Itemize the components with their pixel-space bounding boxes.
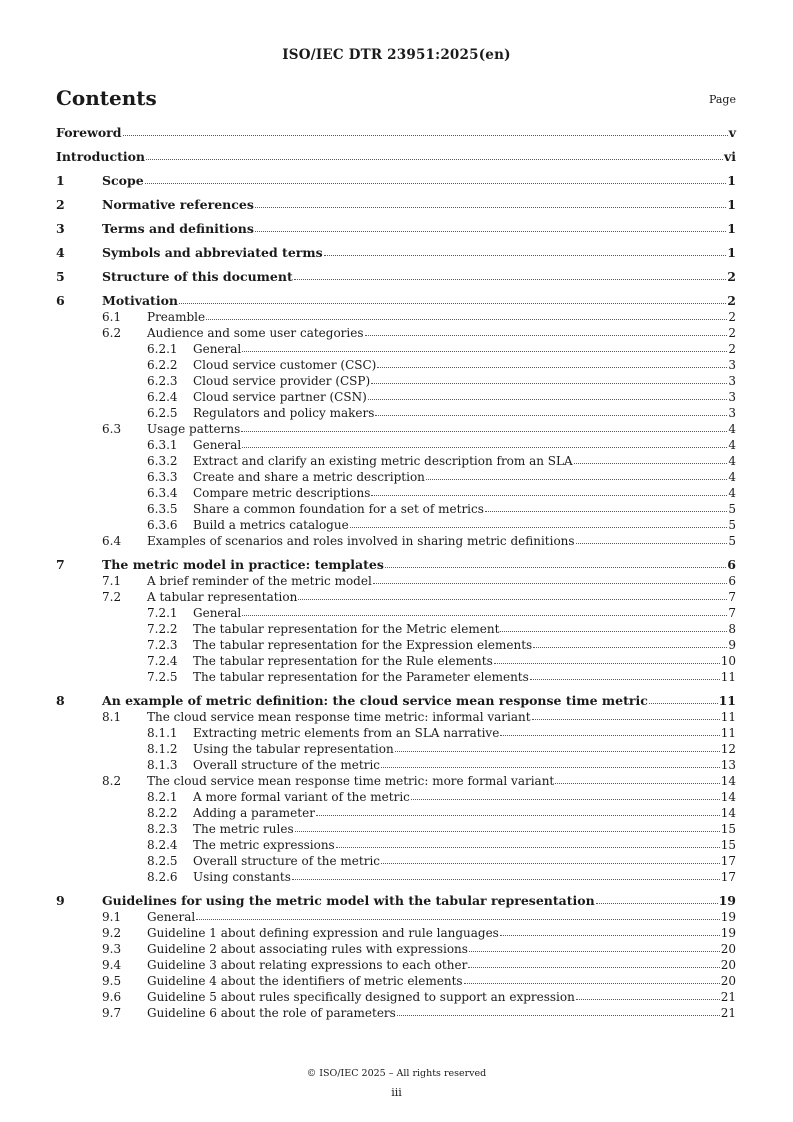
toc-entry-number: 9.4 (102, 958, 122, 972)
toc-entry[interactable] (56, 893, 736, 909)
toc-entry[interactable] (56, 805, 736, 821)
toc-leader-dots (179, 293, 726, 304)
toc-entry[interactable] (56, 573, 736, 589)
toc-entry-page: 1 (727, 173, 736, 188)
toc-entry-page: 1 (727, 245, 736, 260)
toc-entry-number: 6.3.4 (147, 486, 178, 500)
toc-entry-title: Motivation (102, 293, 179, 308)
toc-entry-page: 9 (728, 638, 736, 652)
toc-entry[interactable] (56, 245, 736, 261)
toc-leader-dots (468, 957, 719, 968)
toc-entry-title: Adding a parameter (193, 806, 315, 820)
toc-leader-dots (371, 485, 727, 496)
toc-entry[interactable] (56, 485, 736, 501)
toc-leader-dots (368, 389, 728, 400)
toc-entry[interactable] (56, 357, 736, 373)
toc-leader-dots (373, 573, 728, 584)
toc-entry-page: 21 (720, 1006, 736, 1020)
toc-leader-dots (206, 309, 727, 320)
toc-entry-title: An example of metric definition: the cloud service mean response time metric (102, 693, 648, 708)
toc-entry-page: 19 (720, 910, 736, 924)
toc-entry-number: 4 (56, 245, 65, 260)
toc-entry[interactable] (56, 853, 736, 869)
toc-entry-title: The cloud service mean response time metric: more formal variant (147, 774, 555, 788)
toc-leader-dots (649, 693, 718, 704)
toc-entry-page: 17 (720, 854, 736, 868)
toc-entry-title: Using the tabular representation (193, 742, 394, 756)
toc-entry[interactable] (56, 837, 736, 853)
toc-entry-number: 2 (56, 197, 65, 212)
toc-entry[interactable] (56, 325, 736, 341)
toc-entry-title: Introduction (56, 149, 146, 164)
toc-entry-title: Guideline 4 about the identifiers of metric elements (147, 974, 463, 988)
toc-leader-dots (350, 517, 728, 528)
toc-entry-number: 9.7 (102, 1006, 122, 1020)
toc-entry-title: Guideline 6 about the role of parameters (147, 1006, 396, 1020)
toc-entry[interactable] (56, 405, 736, 421)
toc-entry-page: 14 (720, 774, 736, 788)
toc-leader-dots (375, 405, 727, 416)
toc-entry[interactable] (56, 421, 736, 437)
toc-entry[interactable] (56, 149, 736, 165)
toc-entry-title: Guideline 2 about associating rules with expressions (147, 942, 468, 956)
toc-entry-page: 11 (720, 710, 736, 724)
toc-leader-dots (365, 325, 728, 336)
toc-entry-number: 7.1 (102, 574, 122, 588)
toc-leader-dots (196, 909, 719, 920)
toc-leader-dots (241, 421, 727, 432)
toc-entry-number: 8.1.3 (147, 758, 178, 772)
toc-leader-dots (485, 501, 727, 512)
toc-entry-page: 17 (720, 870, 736, 884)
page-column-label: Page (708, 93, 736, 106)
toc-entry-title: Audience and some user categories (147, 326, 364, 340)
toc-entry-page: 21 (720, 990, 736, 1004)
toc-leader-dots (146, 149, 723, 160)
toc-entry-number: 8.2.4 (147, 838, 178, 852)
toc-leader-dots (255, 221, 726, 232)
toc-entry[interactable] (56, 605, 736, 621)
toc-entry-number: 8.1.1 (147, 726, 178, 740)
toc-entry-title: Share a common foundation for a set of metrics (193, 502, 484, 516)
toc-entry-title: Examples of scenarios and roles involved in sharing metric definitions (147, 534, 575, 548)
toc-entry-page: 4 (728, 422, 736, 436)
toc-entry[interactable] (56, 389, 736, 405)
toc-entry-number: 6.2.5 (147, 406, 178, 420)
toc-entry-number: 6.2 (102, 326, 122, 340)
toc-entry[interactable] (56, 757, 736, 773)
toc-entry-page: vi (723, 149, 736, 164)
toc-entry-title: Regulators and policy makers (193, 406, 375, 420)
toc-entry-number: 7.2.3 (147, 638, 178, 652)
toc-entry[interactable] (56, 173, 736, 189)
toc-entry[interactable] (56, 869, 736, 885)
document-identifier: ISO/IEC DTR 23951:2025(en) (282, 47, 511, 63)
toc-entry-title: Preamble (147, 310, 206, 324)
toc-entry-title: Usage patterns (147, 422, 241, 436)
toc-entry-page: 10 (720, 654, 736, 668)
toc-entry-page: 11 (720, 670, 736, 684)
toc-entry-number: 9 (56, 893, 65, 908)
toc-entry[interactable] (56, 821, 736, 837)
toc-entry-page: 19 (718, 893, 736, 908)
toc-leader-dots (494, 653, 720, 664)
toc-entry-title: Extract and clarify an existing metric description from an SLA (193, 454, 573, 468)
toc-entry-page: 13 (720, 758, 736, 772)
toc-entry-title: Compare metric descriptions (193, 486, 371, 500)
toc-entry-page: 14 (720, 790, 736, 804)
toc-entry-number: 6 (56, 293, 65, 308)
toc-entry-page: 2 (728, 326, 736, 340)
toc-entry[interactable] (56, 373, 736, 389)
toc-entry[interactable] (56, 309, 736, 325)
toc-leader-dots (324, 245, 727, 256)
toc-entry[interactable] (56, 221, 736, 237)
toc-entry-number: 6.4 (102, 534, 122, 548)
toc-entry-number: 9.5 (102, 974, 122, 988)
toc-leader-dots (255, 197, 726, 208)
toc-entry-page: 3 (728, 406, 736, 420)
toc-entry-number: 8.1 (102, 710, 122, 724)
toc-entry[interactable] (56, 533, 736, 549)
toc-entry[interactable] (56, 437, 736, 453)
toc-entry[interactable] (56, 773, 736, 789)
toc-leader-dots (242, 437, 727, 448)
toc-leader-dots (426, 469, 727, 480)
toc-entry[interactable] (56, 197, 736, 213)
toc-leader-dots (145, 173, 727, 184)
table-of-contents (56, 125, 736, 1021)
toc-entry-page: 14 (720, 806, 736, 820)
toc-entry-page: 11 (718, 693, 736, 708)
toc-leader-dots (298, 589, 727, 600)
toc-entry[interactable] (56, 741, 736, 757)
toc-entry-page: 11 (720, 726, 736, 740)
toc-entry-page: 12 (720, 742, 736, 756)
toc-entry-title: Guideline 5 about rules specifically designed to support an expression (147, 990, 575, 1004)
toc-entry-page: 6 (727, 557, 736, 572)
toc-leader-dots (381, 853, 720, 864)
toc-entry-page: 2 (728, 310, 736, 324)
toc-entry-page: 2 (728, 342, 736, 356)
toc-entry[interactable] (56, 557, 736, 573)
copyright-footer: © ISO/IEC 2025 – All rights reserved (306, 1068, 487, 1079)
toc-entry-page: 15 (720, 838, 736, 852)
toc-leader-dots (469, 941, 720, 952)
toc-entry-page: 3 (728, 358, 736, 372)
toc-entry-title: Structure of this document (102, 269, 293, 284)
toc-entry-number: 7 (56, 557, 65, 572)
toc-leader-dots (574, 453, 728, 464)
toc-entry-page: v (728, 125, 736, 140)
toc-entry-title: Extracting metric elements from an SLA narrative (193, 726, 500, 740)
toc-entry-number: 1 (56, 173, 65, 188)
toc-entry[interactable] (56, 269, 736, 285)
toc-entry-title: General (193, 606, 242, 620)
toc-entry-number: 7.2.5 (147, 670, 178, 684)
toc-entry-number: 6.3.1 (147, 438, 178, 452)
toc-entry-title: The tabular representation for the Parameter elements (193, 670, 529, 684)
toc-entry[interactable] (56, 789, 736, 805)
toc-entry-number: 6.3.6 (147, 518, 178, 532)
toc-entry-page: 4 (728, 470, 736, 484)
toc-leader-dots (555, 773, 719, 784)
toc-entry-page: 5 (728, 502, 736, 516)
toc-entry[interactable] (56, 589, 736, 605)
page-number: iii (391, 1086, 402, 1099)
toc-entry-number: 6.3.2 (147, 454, 178, 468)
toc-entry[interactable] (56, 341, 736, 357)
toc-leader-dots (381, 757, 720, 768)
toc-entry-title: General (147, 910, 196, 924)
toc-entry-number: 8.2.6 (147, 870, 178, 884)
toc-entry-page: 4 (728, 486, 736, 500)
toc-leader-dots (395, 741, 720, 752)
toc-entry-number: 9.1 (102, 910, 122, 924)
toc-entry-title: General (193, 438, 242, 452)
toc-leader-dots (385, 557, 726, 568)
toc-entry[interactable] (56, 989, 736, 1005)
toc-leader-dots (533, 637, 727, 648)
toc-entry-page: 3 (728, 390, 736, 404)
toc-entry-number: 8.2.2 (147, 806, 178, 820)
toc-entry-title: Guidelines for using the metric model with the tabular representation (102, 893, 595, 908)
toc-entry[interactable] (56, 957, 736, 973)
toc-entry-page: 2 (727, 269, 736, 284)
toc-entry-number: 8.2.3 (147, 822, 178, 836)
toc-entry-page: 15 (720, 822, 736, 836)
contents-title: Contents (56, 86, 157, 110)
toc-entry[interactable] (56, 909, 736, 925)
toc-entry-page: 19 (720, 926, 736, 940)
toc-entry-number: 7.2.2 (147, 622, 178, 636)
toc-entry-number: 6.2.3 (147, 374, 178, 388)
toc-leader-dots (242, 605, 727, 616)
toc-entry-title: A tabular representation (147, 590, 298, 604)
toc-entry-title: Cloud service provider (CSP) (193, 374, 371, 388)
toc-leader-dots (295, 821, 720, 832)
toc-entry-number: 9.3 (102, 942, 122, 956)
toc-entry-title: Foreword (56, 125, 122, 140)
toc-entry-page: 4 (728, 454, 736, 468)
toc-entry[interactable] (56, 517, 736, 533)
toc-leader-dots (371, 373, 727, 384)
toc-entry-page: 4 (728, 438, 736, 452)
toc-entry-title: The metric model in practice: templates (102, 557, 384, 572)
toc-entry-page: 20 (720, 958, 736, 972)
toc-leader-dots (500, 621, 727, 632)
toc-entry-title: Using constants (193, 870, 291, 884)
toc-leader-dots (411, 789, 720, 800)
toc-leader-dots (316, 805, 720, 816)
toc-entry[interactable] (56, 709, 736, 725)
toc-leader-dots (294, 269, 727, 280)
toc-entry-number: 7.2.4 (147, 654, 178, 668)
toc-entry-page: 20 (720, 974, 736, 988)
toc-entry-number: 8.2.1 (147, 790, 178, 804)
toc-leader-dots (530, 669, 720, 680)
toc-entry-number: 6.3.3 (147, 470, 178, 484)
toc-entry-number: 7.2.1 (147, 606, 178, 620)
toc-entry-title: Create and share a metric description (193, 470, 425, 484)
toc-entry-page: 8 (728, 622, 736, 636)
toc-leader-dots (596, 893, 718, 904)
toc-entry-title: General (193, 342, 242, 356)
toc-entry[interactable] (56, 293, 736, 309)
toc-entry[interactable] (56, 973, 736, 989)
toc-leader-dots (464, 973, 720, 984)
toc-leader-dots (500, 725, 719, 736)
toc-entry-page: 1 (727, 197, 736, 212)
toc-entry-title: A brief reminder of the metric model (147, 574, 372, 588)
toc-entry-number: 8 (56, 693, 65, 708)
toc-entry-title: Symbols and abbreviated terms (102, 245, 323, 260)
toc-entry[interactable] (56, 453, 736, 469)
toc-entry-title: The tabular representation for the Rule elements (193, 654, 493, 668)
toc-entry-title: Build a metrics catalogue (193, 518, 349, 532)
toc-entry[interactable] (56, 725, 736, 741)
toc-entry[interactable] (56, 925, 736, 941)
toc-entry-number: 8.2.5 (147, 854, 178, 868)
toc-entry[interactable] (56, 693, 736, 709)
toc-entry-page: 5 (728, 518, 736, 532)
toc-entry-title: The metric expressions (193, 838, 335, 852)
toc-entry-number: 3 (56, 221, 65, 236)
toc-entry-title: The metric rules (193, 822, 294, 836)
toc-entry-title: Overall structure of the metric (193, 854, 381, 868)
toc-entry-number: 6.3.5 (147, 502, 178, 516)
toc-entry-number: 5 (56, 269, 65, 284)
toc-entry-title: Overall structure of the metric (193, 758, 381, 772)
toc-entry-title: Guideline 1 about defining expression and rule languages (147, 926, 499, 940)
toc-entry-page: 20 (720, 942, 736, 956)
toc-entry[interactable] (56, 125, 736, 141)
toc-entry-page: 7 (728, 590, 736, 604)
toc-entry-title: Cloud service partner (CSN) (193, 390, 367, 404)
toc-entry-number: 7.2 (102, 590, 122, 604)
toc-entry-number: 9.6 (102, 990, 122, 1004)
toc-entry-title: A more formal variant of the metric (193, 790, 410, 804)
toc-entry-title: Scope (102, 173, 144, 188)
toc-entry-number: 9.2 (102, 926, 122, 940)
toc-entry-title: Guideline 3 about relating expressions to each other (147, 958, 468, 972)
toc-entry-number: 8.2 (102, 774, 122, 788)
toc-entry-number: 6.1 (102, 310, 122, 324)
toc-entry-page: 6 (728, 574, 736, 588)
toc-entry-title: Normative references (102, 197, 254, 212)
toc-leader-dots (377, 357, 727, 368)
toc-entry-page: 3 (728, 374, 736, 388)
toc-entry-title: The cloud service mean response time metric: informal variant (147, 710, 531, 724)
toc-entry-number: 6.3 (102, 422, 122, 436)
toc-leader-dots (532, 709, 720, 720)
toc-entry-title: The tabular representation for the Metric element (193, 622, 500, 636)
toc-entry-number: 6.2.4 (147, 390, 178, 404)
toc-leader-dots (500, 925, 720, 936)
toc-entry-title: Cloud service customer (CSC) (193, 358, 377, 372)
toc-leader-dots (292, 869, 720, 880)
toc-entry[interactable] (56, 653, 736, 669)
toc-entry-title: The tabular representation for the Expression elements (193, 638, 533, 652)
toc-entry[interactable] (56, 621, 736, 637)
toc-entry[interactable] (56, 941, 736, 957)
toc-entry-title: Terms and definitions (102, 221, 254, 236)
toc-entry[interactable] (56, 1005, 736, 1021)
toc-entry-page: 1 (727, 221, 736, 236)
toc-leader-dots (123, 125, 728, 136)
toc-entry-number: 6.2.1 (147, 342, 178, 356)
toc-entry-page: 5 (728, 534, 736, 548)
toc-leader-dots (397, 1005, 720, 1016)
toc-entry-page: 2 (727, 293, 736, 308)
toc-leader-dots (336, 837, 720, 848)
toc-entry[interactable] (56, 469, 736, 485)
toc-entry-number: 8.1.2 (147, 742, 178, 756)
toc-entry-page: 7 (728, 606, 736, 620)
toc-leader-dots (576, 989, 720, 1000)
toc-entry[interactable] (56, 501, 736, 517)
toc-entry[interactable] (56, 637, 736, 653)
toc-entry[interactable] (56, 669, 736, 685)
toc-entry-number: 6.2.2 (147, 358, 178, 372)
toc-leader-dots (576, 533, 728, 544)
toc-leader-dots (242, 341, 727, 352)
